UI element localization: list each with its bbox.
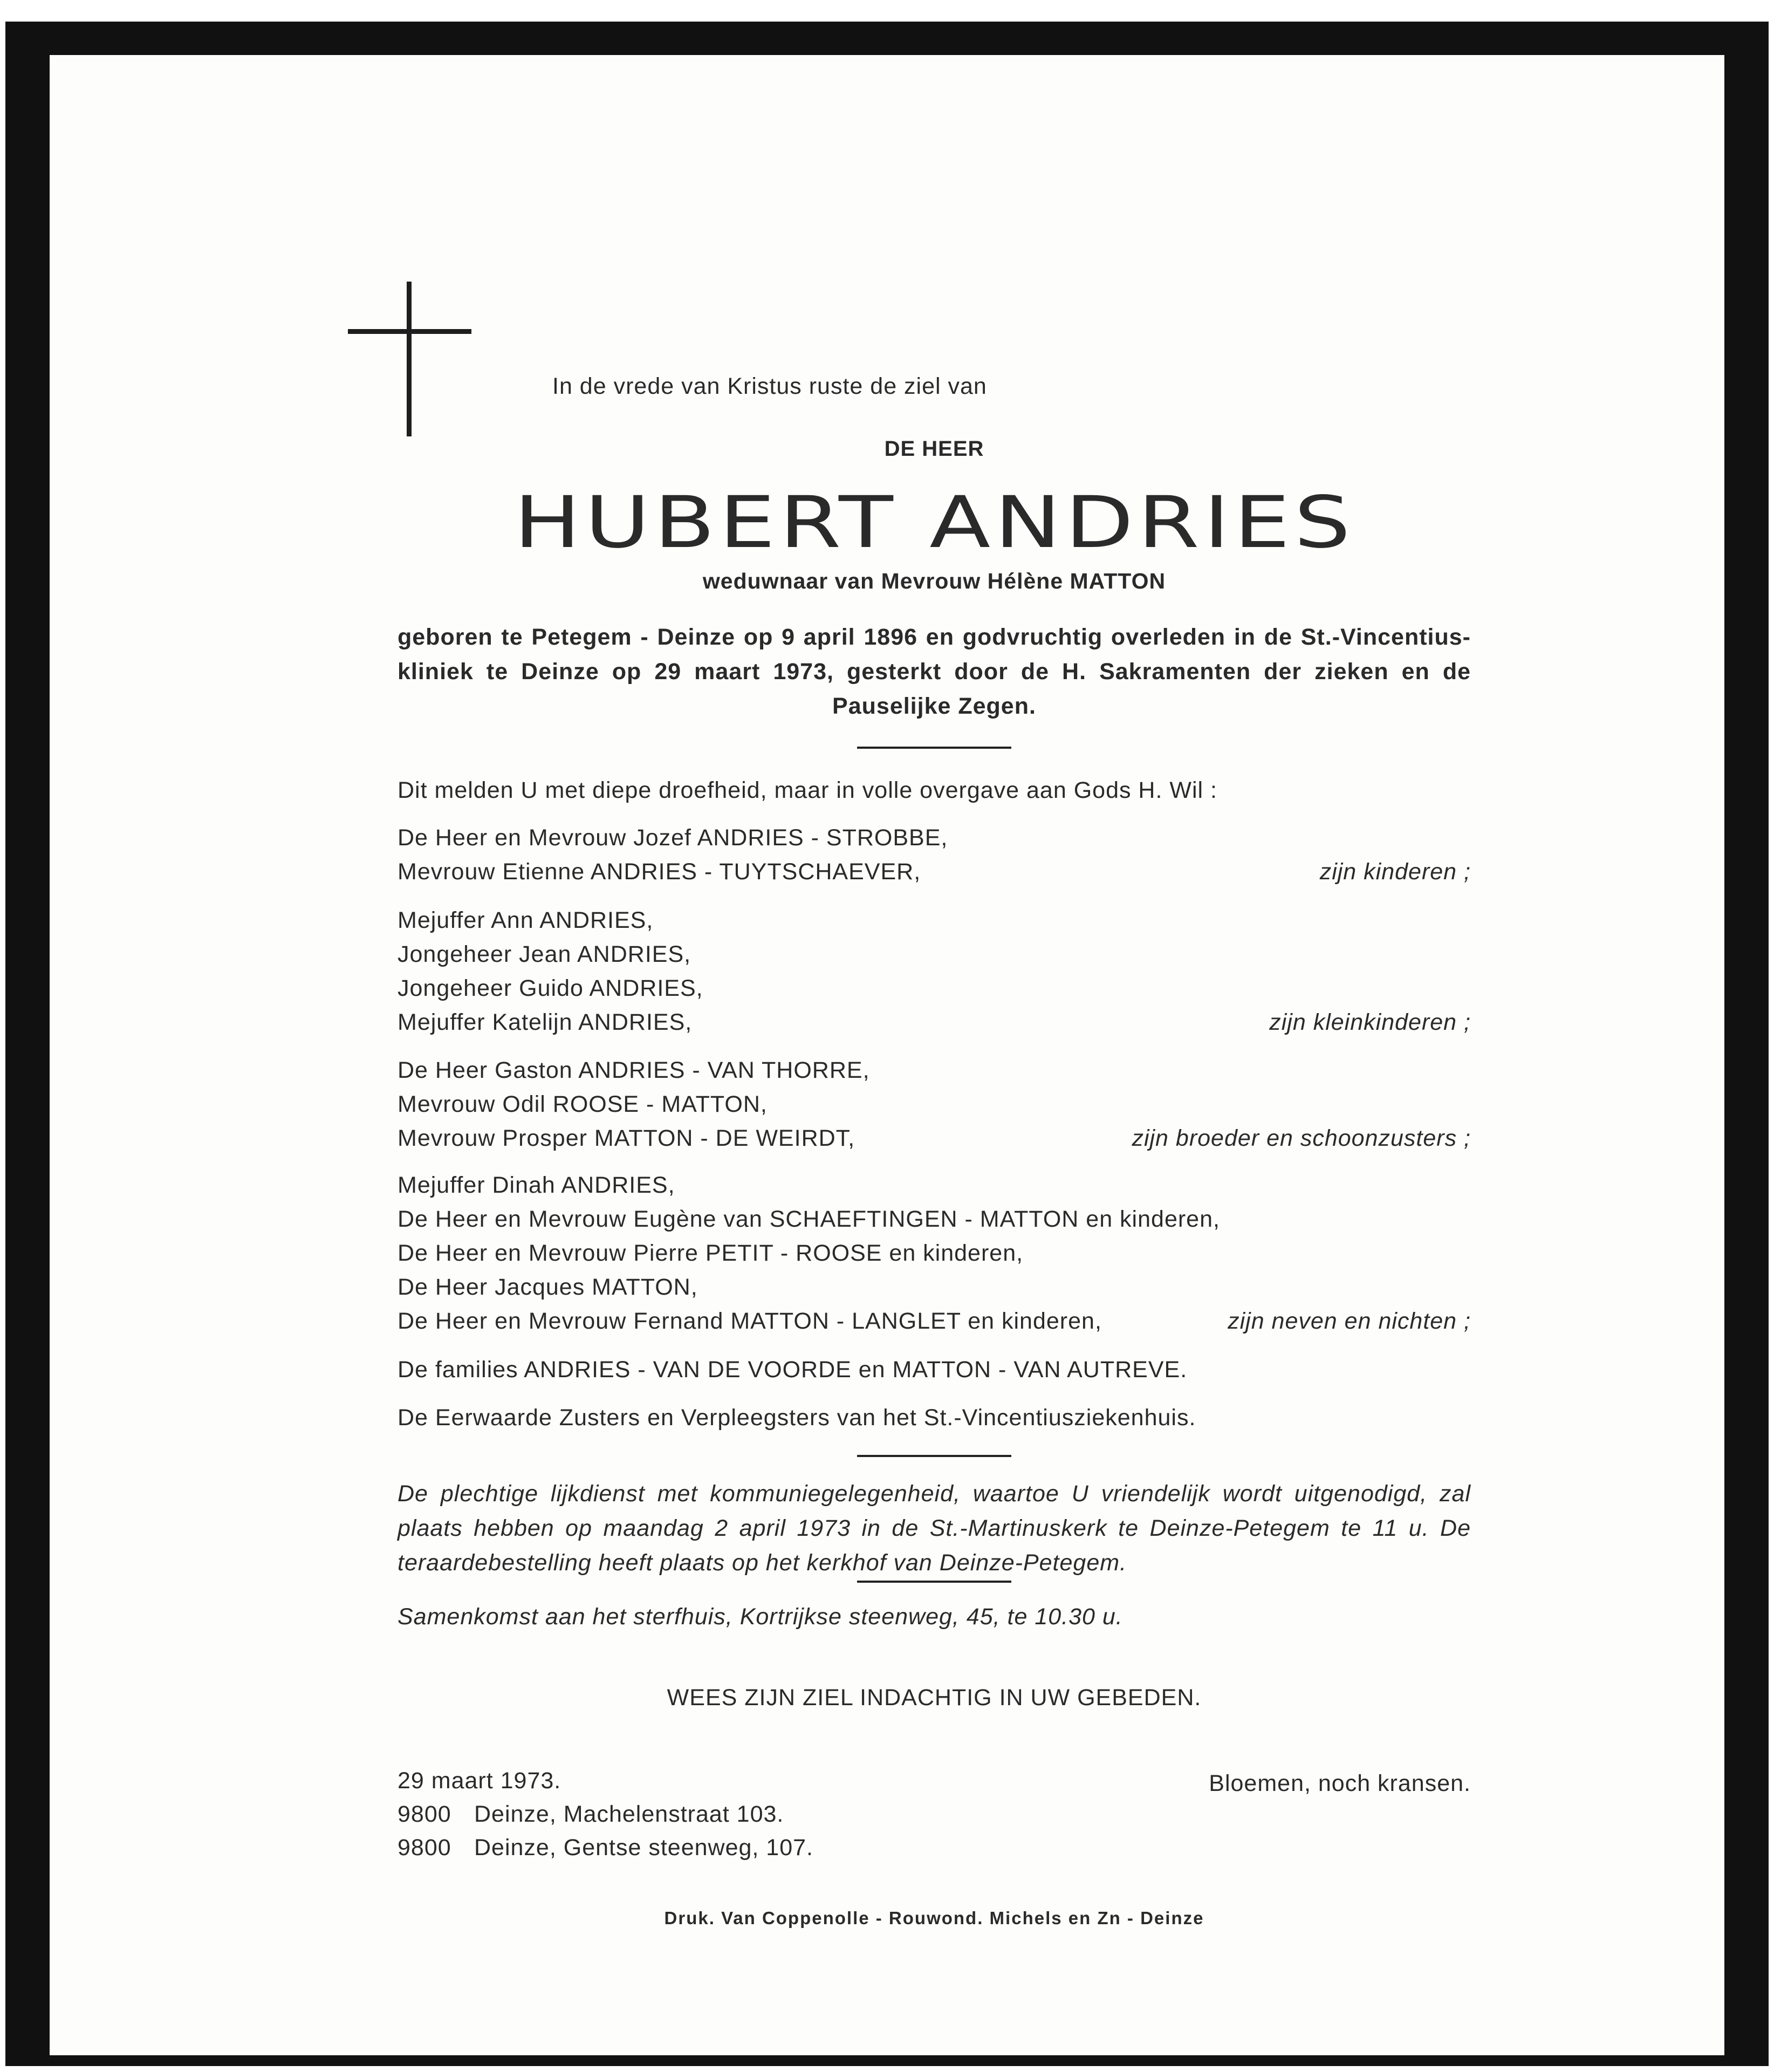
address-zip: 9800 [398, 1835, 451, 1861]
mourner-row [398, 1206, 1471, 1233]
honorific: DE HEER [884, 437, 984, 461]
mourner-name: Jongeheer Jean ANDRIES, [398, 941, 691, 967]
mourner-relation: zijn neven en nichten ; [1228, 1308, 1471, 1334]
mourner-row [398, 1357, 1471, 1384]
mourner-name: De Heer Gaston ANDRIES - VAN THORRE, [398, 1057, 870, 1083]
mourner-row [398, 1240, 1471, 1267]
service-paragraph: De plechtige lijkdienst met kommuniegelegenheid, waartoe U vriendelijk wordt uitgenodigd, zal plaats hebben op maandag 2 april 1973 in de St.-Martinuskerk te Deinze-Petegem te 11 u. De teraardebestelling heeft plaats op het kerkhof van Deinze-Petegem. [398, 1481, 1471, 1576]
mourner-row [398, 975, 1471, 1002]
mourner-relation: zijn kleinkinderen ; [1269, 1009, 1471, 1035]
divider-1 [857, 747, 1011, 749]
divider-2 [857, 1455, 1011, 1457]
mourner-row [398, 941, 1471, 968]
bio-paragraph: geboren te Petegem - Deinze op 9 april 1896 en godvruchtig overleden in de St.-Vincentius-kliniek te Deinze op 29 maart 1973, gesterkt door de H. Sakramenten der zieken en de Pauselijke Zegen. [398, 624, 1471, 719]
mourner-row [398, 1308, 1471, 1335]
mourner-name: De Heer en Mevrouw Jozef ANDRIES - STROBBE, [398, 825, 948, 851]
mourner-row [398, 1274, 1471, 1301]
mourner-row [398, 1091, 1471, 1118]
mourner-name: Mevrouw Odil ROOSE - MATTON, [398, 1091, 768, 1117]
flowers-note: Bloemen, noch kransen. [1209, 1770, 1471, 1796]
mourner-name: Mejuffer Dinah ANDRIES, [398, 1172, 675, 1198]
announcement-line: Dit melden U met diepe droefheid, maar in volle overgave aan Gods H. Wil : [398, 777, 1217, 803]
mourner-name: Mejuffer Ann ANDRIES, [398, 907, 654, 933]
mourner-name: De Heer Jacques MATTON, [398, 1274, 698, 1300]
notice-content [398, 55, 1471, 2055]
address-street: Deinze, Gentse steenweg, 107. [474, 1835, 813, 1861]
address-zip: 9800 [398, 1801, 451, 1827]
deceased-name: HUBERT ANDRIES [513, 481, 1355, 564]
mourner-name: Mevrouw Prosper MATTON - DE WEIRDT, [398, 1125, 855, 1151]
mourner-row [398, 1009, 1471, 1036]
mourner-row [398, 859, 1471, 886]
death-notice-card [50, 55, 1724, 2055]
printer-credit: Druk. Van Coppenolle - Rouwond. Michels en Zn - Deinze [664, 1908, 1204, 1928]
notice-date: 29 maart 1973. [398, 1768, 561, 1794]
mourner-name: Mejuffer Katelijn ANDRIES, [398, 1009, 693, 1035]
mourner-relation: zijn kinderen ; [1319, 859, 1471, 885]
mourner-name: De families ANDRIES - VAN DE VOORDE en MATTON - VAN AUTREVE. [398, 1357, 1188, 1383]
address-street: Deinze, Machelenstraat 103. [474, 1801, 784, 1827]
mourner-row [398, 907, 1471, 934]
gathering-line: Samenkomst aan het sterfhuis, Kortrijkse steenweg, 45, te 10.30 u. [398, 1604, 1123, 1630]
intro-line: In de vrede van Kristus ruste de ziel van [552, 373, 987, 399]
mourner-row [398, 1057, 1471, 1084]
mourner-relation: zijn broeder en schoonzusters ; [1132, 1125, 1471, 1151]
widower-line: weduwnaar van Mevrouw Hélène MATTON [702, 569, 1166, 593]
mourner-row [398, 825, 1471, 852]
divider-3 [857, 1581, 1011, 1583]
mourner-row [398, 1172, 1471, 1199]
mourner-name: De Eerwaarde Zusters en Verpleegsters van het St.-Vincentiusziekenhuis. [398, 1405, 1196, 1431]
mourner-row [398, 1125, 1471, 1152]
mourner-row [398, 1405, 1471, 1432]
mourner-name: De Heer en Mevrouw Eugène van SCHAEFTINGEN - MATTON en kinderen, [398, 1206, 1220, 1232]
mourner-name: De Heer en Mevrouw Fernand MATTON - LANGLET en kinderen, [398, 1308, 1102, 1334]
prayer-line: WEES ZIJN ZIEL INDACHTIG IN UW GEBEDEN. [667, 1685, 1202, 1711]
mourner-name: De Heer en Mevrouw Pierre PETIT - ROOSE en kinderen, [398, 1240, 1024, 1266]
mourner-name: Jongeheer Guido ANDRIES, [398, 975, 703, 1001]
mourner-name: Mevrouw Etienne ANDRIES - TUYTSCHAEVER, [398, 859, 921, 885]
